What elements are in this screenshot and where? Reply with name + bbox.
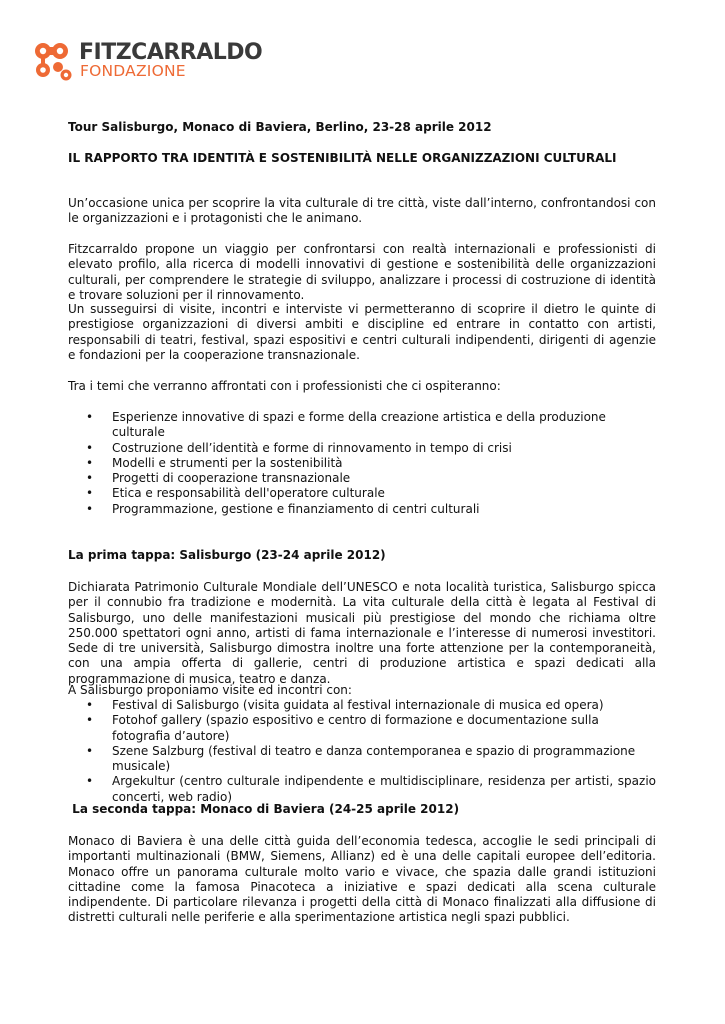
- logo-mark-icon: [33, 42, 77, 82]
- list-item: • Costruzione dell’identità e forme di rinnovamento in tempo di crisi: [86, 440, 512, 455]
- list-item: • Argekultur (centro culturale indipendente e multidisciplinare, residenza per artisti, spazio concerti, web radio): [86, 774, 656, 804]
- intro-paragraph-2: Fitzcarraldo propone un viaggio per confrontarsi con realtà internazionali e professionisti di elevato profilo, alla ricerca di modelli innovativi di gestione e sostenibilità delle organizzazioni culturali, per comprendere le strategie di sviluppo, analizzare i processi di costruzione di identità e trovare soluzioni per il rinnovamento.: [68, 242, 656, 302]
- list-item: • Progetti di cooperazione transnazionale: [86, 471, 351, 486]
- bullet-icon: •: [86, 774, 94, 789]
- list-item: • Festival di Salisburgo (visita guidata al festival internazionale di musica ed opera): [86, 698, 604, 712]
- list-item: • Modelli e strumenti per la sostenibilità: [86, 455, 343, 470]
- list-item: • Szene Salzburg (festival di teatro e danza contemporanea e spazio di programmazione musicale): [86, 743, 636, 774]
- brand-subtitle: FONDAZIONE: [80, 62, 186, 80]
- salisburgo-heading: La prima tappa: Salisburgo (23-24 aprile 2012): [68, 548, 386, 562]
- bullet-icon: •: [86, 471, 94, 486]
- list-item: • Fotohof gallery (spazio espositivo e centro di formazione e documentazione sulla fotografia d’autore): [86, 713, 599, 743]
- bullet-icon: •: [86, 440, 94, 455]
- monaco-heading: La seconda tappa: Monaco di Baviera (24-25 aprile 2012): [68, 802, 460, 816]
- themes-intro: Tra i temi che verranno affrontati con i professionisti che ci ospiteranno:: [68, 379, 501, 393]
- list-item: • Programmazione, gestione e finanziamento di centri culturali: [86, 501, 480, 516]
- bullet-icon: •: [86, 743, 94, 758]
- bullet-icon: •: [86, 455, 94, 470]
- bullet-icon: •: [86, 501, 94, 516]
- intro-paragraph-1: Un’occasione unica per scoprire la vita culturale di tre città, viste dall’interno, confrontandosi con le organizzazioni e i protagonisti che le animano.: [68, 196, 656, 226]
- bullet-icon: •: [86, 698, 94, 712]
- tour-heading: Tour Salisburgo, Monaco di Baviera, Berlino, 23-28 aprile 2012: [68, 120, 492, 134]
- bullet-icon: •: [86, 486, 94, 501]
- salisburgo-visits-list: [68, 698, 656, 805]
- monaco-paragraph: Monaco di Baviera è una delle città guida dell’economia tedesca, accoglie le sedi principali di importanti multinazionali (BMW, Siemens, Allianz) ed è una delle capitali europee dell’editoria. Monaco offre un panorama culturale molto vario e vivace, che spazia dalle grandi istituzioni cittadine come la famosa Pinacoteca a iniziative e spazi dedicati alla scena culturale indipendente. Di particolare rilevanza i progetti della città di Monaco finalizzati alla diffusione di distretti culturali nelle periferie e alla sperimentazione artistica negli spazi pubblici.: [68, 834, 656, 925]
- list-item: • Esperienze innovative di spazi e forme della creazione artistica e della produzione culturale: [86, 410, 606, 440]
- themes-list: [68, 410, 656, 517]
- brand-title: FITZCARRALDO: [79, 40, 263, 65]
- main-heading: IL RAPPORTO TRA IDENTITÀ E SOSTENIBILITÀ NELLE ORGANIZZAZIONI CULTURALI: [68, 151, 617, 165]
- bullet-icon: •: [86, 410, 94, 424]
- salisburgo-paragraph: Dichiarata Patrimonio Culturale Mondiale dell’UNESCO e nota località turistica, Salisburgo spicca per il connubio fra tradizione e modernità. La vita culturale della città è legata al Festival di Salisburgo, uno delle manifestazioni musicali più prestigiose del mondo che richiama oltre 250.000 spettatori ogni anno, artisti di fama internazionale e l’interesse di numerosi investitori. Sede di tre università, Salisburgo dimostra inoltre una forte attenzione per la contemporaneità, con una ampia offerta di gallerie, centri di produzione artistica e spazi dedicati alla programmazione di musica, teatro e danza.: [68, 580, 656, 686]
- intro-paragraph-3: Un susseguirsi di visite, incontri e interviste vi permetteranno di scoprire il dietro le quinte di prestigiose organizzazioni di diversi ambiti e discipline ed entrare in contatto con artisti, responsabili di teatri, festival, spazi espositivi e centri culturali indipendenti, dirigenti di agenzie e fondazioni per la cooperazione transnazionale.: [68, 302, 656, 362]
- bullet-icon: •: [86, 713, 94, 728]
- salisburgo-list-intro: A Salisburgo proponiamo visite ed incontri con:: [68, 683, 352, 697]
- list-item: • Etica e responsabilità dell'operatore culturale: [86, 486, 385, 501]
